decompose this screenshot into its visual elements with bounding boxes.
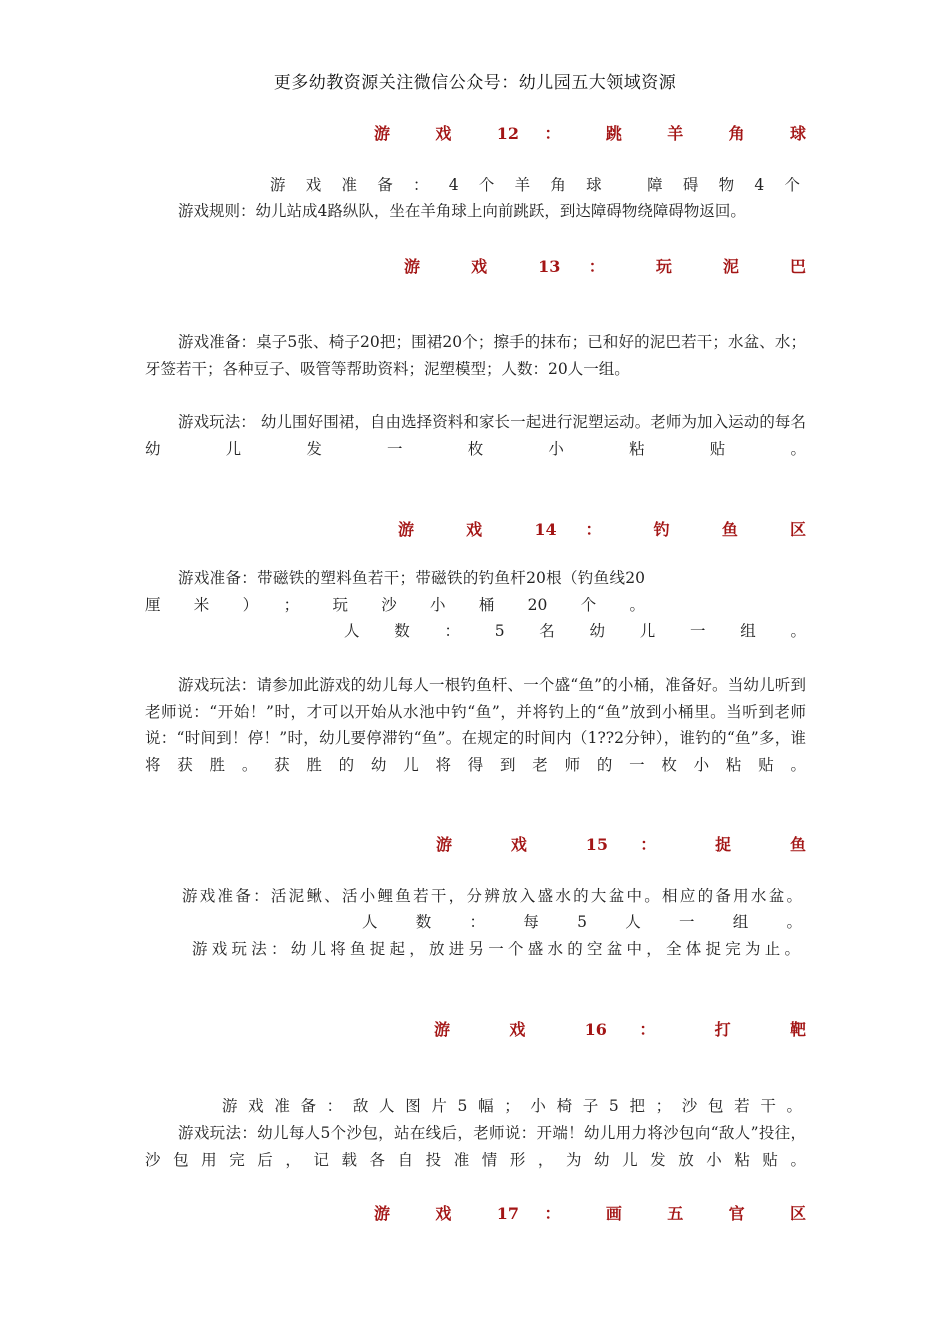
game-15-people: 人数：每5人一组。 [362,913,802,931]
game-15-play: 游戏玩法：幼儿将鱼捉起，放进另一个盛水的空盆中，全体捉完为止。 [192,940,800,958]
section-title-game-17: 游 戏 17 ： 画 五 官 区 [374,1204,806,1223]
game-14-people: 人数：5名幼儿一组。 [344,622,806,640]
game-16-play: 游戏玩法：幼儿每人5个沙包，站在线后，老师说：开端！幼儿用力将沙包向“敌人”投往，沙包用完后，记载各自投准情形，为幼儿发放小粘贴。 [145,1124,806,1169]
game-14-prep: 游戏准备：带磁铁的塑料鱼若干；带磁铁的钓鱼杆20根（钓鱼线20厘米）；玩沙小桶20个。 [145,569,645,614]
section-title-game-12: 游 戏 12 ： 跳 羊 角 球 [374,124,806,143]
section-title-game-14: 游 戏 14 ： 钓 鱼 区 [398,520,806,539]
game-13-play: 游戏玩法： 幼儿围好围裙，自由选择资料和家长一起进行泥塑运动。老师为加入运动的每名幼儿发一枚小粘贴。 [145,413,806,458]
game-13-prep: 游戏准备：桌子5张、椅子20把；围裙20个；擦手的抹布；已和好的泥巴若干；水盆、水；牙签若干；各种豆子、吸管等帮助资料；泥塑模型；人数：20人一组。 [145,333,806,378]
game-15-prep: 游戏准备：活泥鳅、活小鲤鱼若干，分辨放入盛水的大盆中。相应的备用水盆。 [182,887,802,905]
section-title-game-15: 游 戏 15 ： 捉 鱼 [436,835,806,854]
game-12-rules: 游戏规则：幼儿站成4路纵队，坐在羊角球上向前跳跃，到达障碍物绕障碍物返回。 [178,202,746,220]
section-title-game-16: 游 戏 16 ： 打 靶 [434,1020,806,1039]
game-14-play: 游戏玩法：请参加此游戏的幼儿每人一根钓鱼杆、一个盛“鱼”的小桶，准备好。当幼儿听到老师说：“开始！”时，才可以开始从水池中钓“鱼”，并将钓上的“鱼”放到小桶里。当听到老师说：“时间到！停！”时，幼儿要停滞钓“鱼”。在规定的时间内（1??2分钟），谁钓的“鱼”多，谁将获胜。获胜的幼儿将得到老师的一枚小粘贴。 [145,676,806,774]
page-header: 更多幼教资源关注微信公众号：幼儿园五大领域资源 [273,73,677,93]
section-title-game-13: 游 戏 13 ： 玩 泥 巴 [404,257,806,276]
game-12-prep: 游戏准备：4个羊角球 障碍物4个 [270,176,806,194]
game-16-prep: 游戏准备：敌人图片5幅；小椅子5把；沙包若干。 [222,1097,802,1115]
